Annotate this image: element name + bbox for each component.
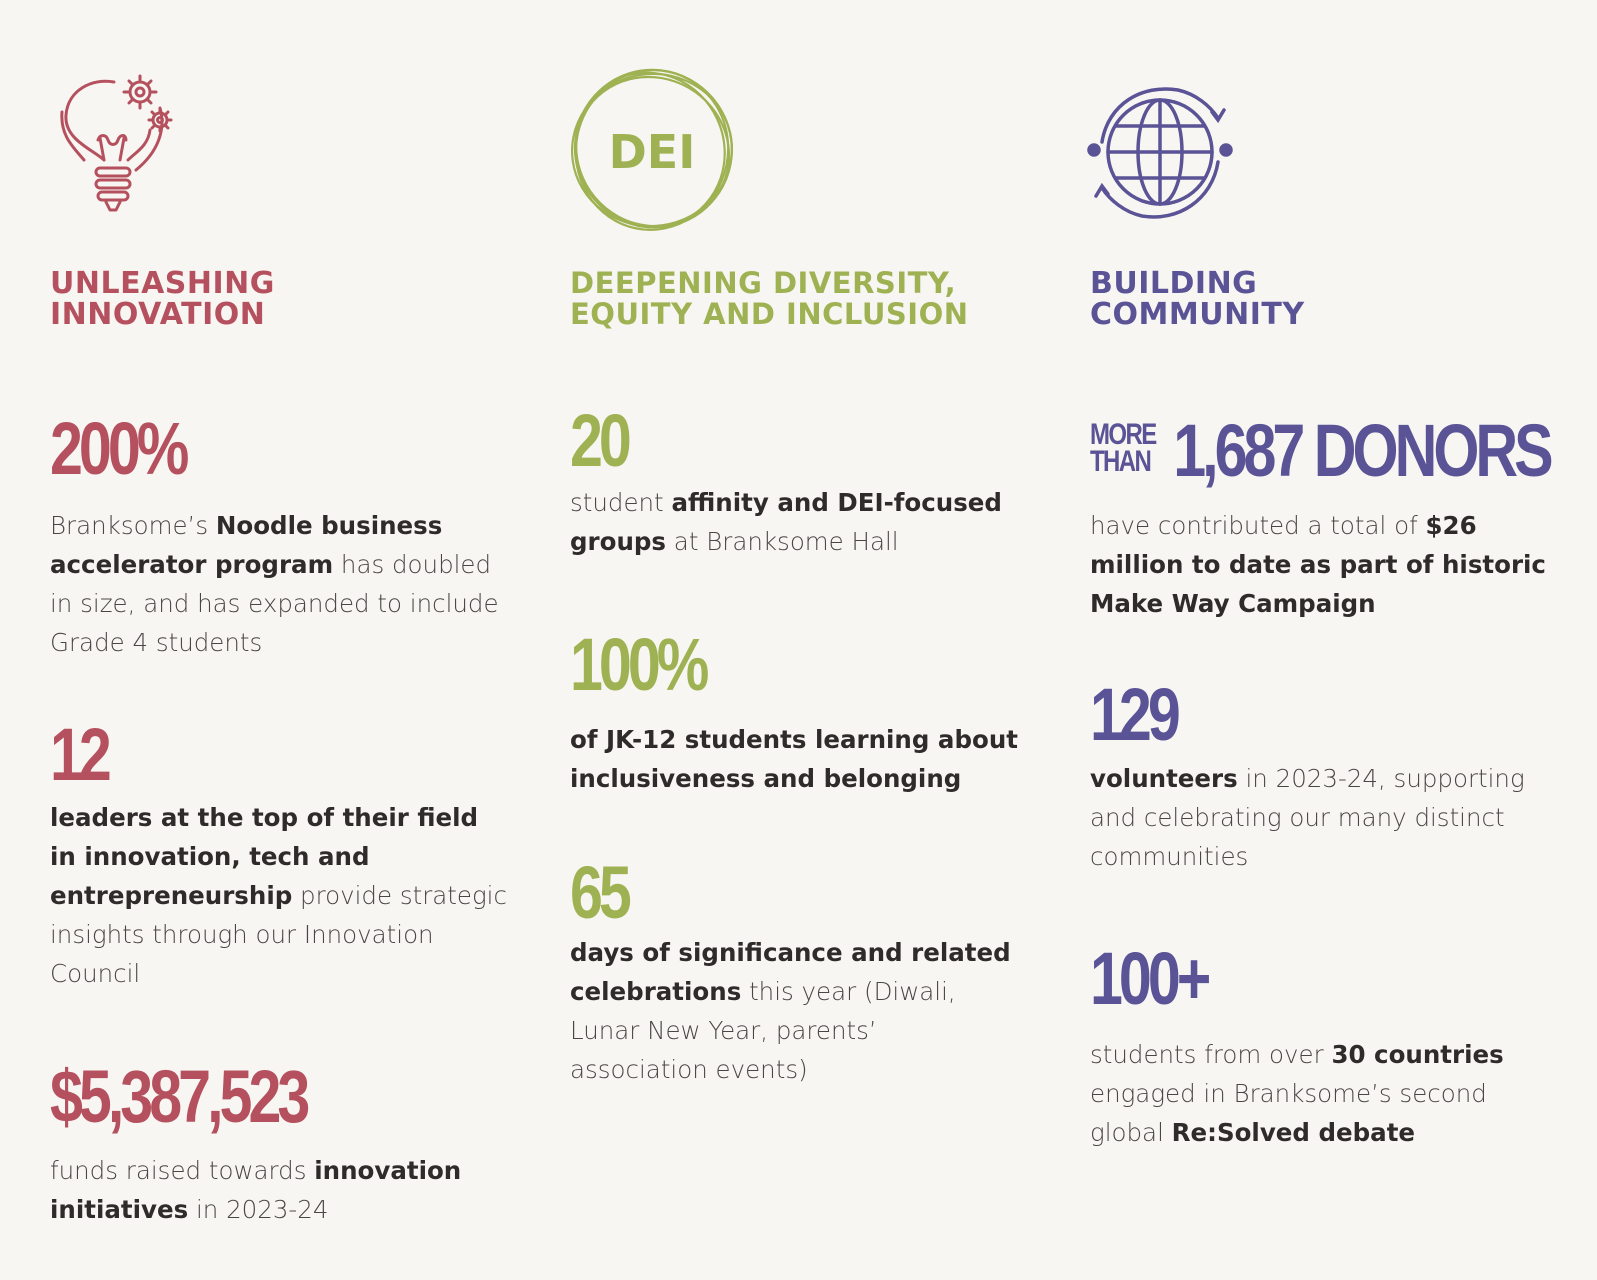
stat-desc-donors bbox=[1090, 506, 1560, 623]
stat-desc-volunteers bbox=[1090, 759, 1550, 876]
community-heading: BUILDING COMMUNITY bbox=[1090, 266, 1305, 332]
body-text: this year (Diwali, Lunar New Year, parents’ association events) bbox=[570, 977, 956, 1084]
emphasis-text: of JK-12 students learning about inclusiveness and belonging bbox=[570, 725, 1018, 793]
stat-desc-students bbox=[1090, 1035, 1550, 1152]
emphasis-text: $26 million to date as part of historic Make Way Campaign bbox=[1090, 511, 1546, 618]
body-text: in 2023-24, supporting and celebrating our many distinct communities bbox=[1090, 764, 1525, 871]
emphasis-text: days of significance and related celebrations bbox=[570, 938, 1011, 1006]
body-text: engaged in Branksome’s second global bbox=[1090, 1079, 1487, 1147]
dei-circle-icon bbox=[564, 62, 740, 242]
stat-desc-days bbox=[570, 933, 1020, 1089]
body-text: students from over bbox=[1090, 1040, 1332, 1069]
body-text: provide strategic insights through our Innovation Council bbox=[50, 881, 507, 988]
stat-desc-leaders bbox=[50, 798, 510, 993]
more-than-label: MORE THAN bbox=[1090, 418, 1156, 478]
body-text: student bbox=[570, 488, 672, 517]
svg-text:DEI: DEI bbox=[608, 125, 696, 179]
stat-value-students: 100+ bbox=[1090, 937, 1208, 1020]
body-text: Branksome’s bbox=[50, 511, 216, 540]
stat-desc-inclusive bbox=[570, 720, 1020, 798]
emphasis-text: affinity and DEI-focused groups bbox=[570, 488, 1002, 556]
lightbulb-gears-icon bbox=[54, 60, 184, 234]
innovation-heading: UNLEASHING INNOVATION bbox=[50, 266, 275, 332]
stat-desc-noodle bbox=[50, 506, 510, 662]
emphasis-text: Re:Solved debate bbox=[1171, 1118, 1416, 1147]
stat-desc-funds bbox=[50, 1151, 490, 1229]
stat-value-volunteers: 129 bbox=[1090, 673, 1177, 756]
emphasis-text: Noodle business accelerator program bbox=[50, 511, 443, 579]
emphasis-text: volunteers bbox=[1090, 764, 1238, 793]
stat-value-affinity: 20 bbox=[570, 399, 628, 482]
body-text: have contributed a total of bbox=[1090, 511, 1426, 540]
stat-value-donors: 1,687 DONORS bbox=[1173, 409, 1550, 492]
stat-value-funds: $5,387,523 bbox=[50, 1055, 307, 1138]
emphasis-text: 30 countries bbox=[1331, 1040, 1504, 1069]
emphasis-text: innovation initiatives bbox=[50, 1156, 462, 1224]
body-text: funds raised towards bbox=[50, 1156, 315, 1185]
stat-value-inclusive: 100% bbox=[570, 623, 706, 706]
body-text: in 2023-24 bbox=[188, 1195, 329, 1224]
stat-value-days: 65 bbox=[570, 851, 628, 934]
dei-heading: DEEPENING DIVERSITY, EQUITY AND INCLUSION bbox=[570, 266, 969, 331]
emphasis-text: leaders at the top of their field in innovation, tech and entrepreneurship bbox=[50, 803, 479, 910]
stat-value-leaders: 12 bbox=[50, 713, 108, 796]
stat-value-noodle: 200% bbox=[50, 407, 186, 490]
stat-desc-affinity bbox=[570, 483, 1020, 561]
stat-donors bbox=[1090, 409, 1550, 492]
globe-arrows-icon bbox=[1078, 78, 1242, 232]
body-text: at Branksome Hall bbox=[666, 527, 899, 556]
body-text: has doubled in size, and has expanded to include Grade 4 students bbox=[50, 550, 499, 657]
